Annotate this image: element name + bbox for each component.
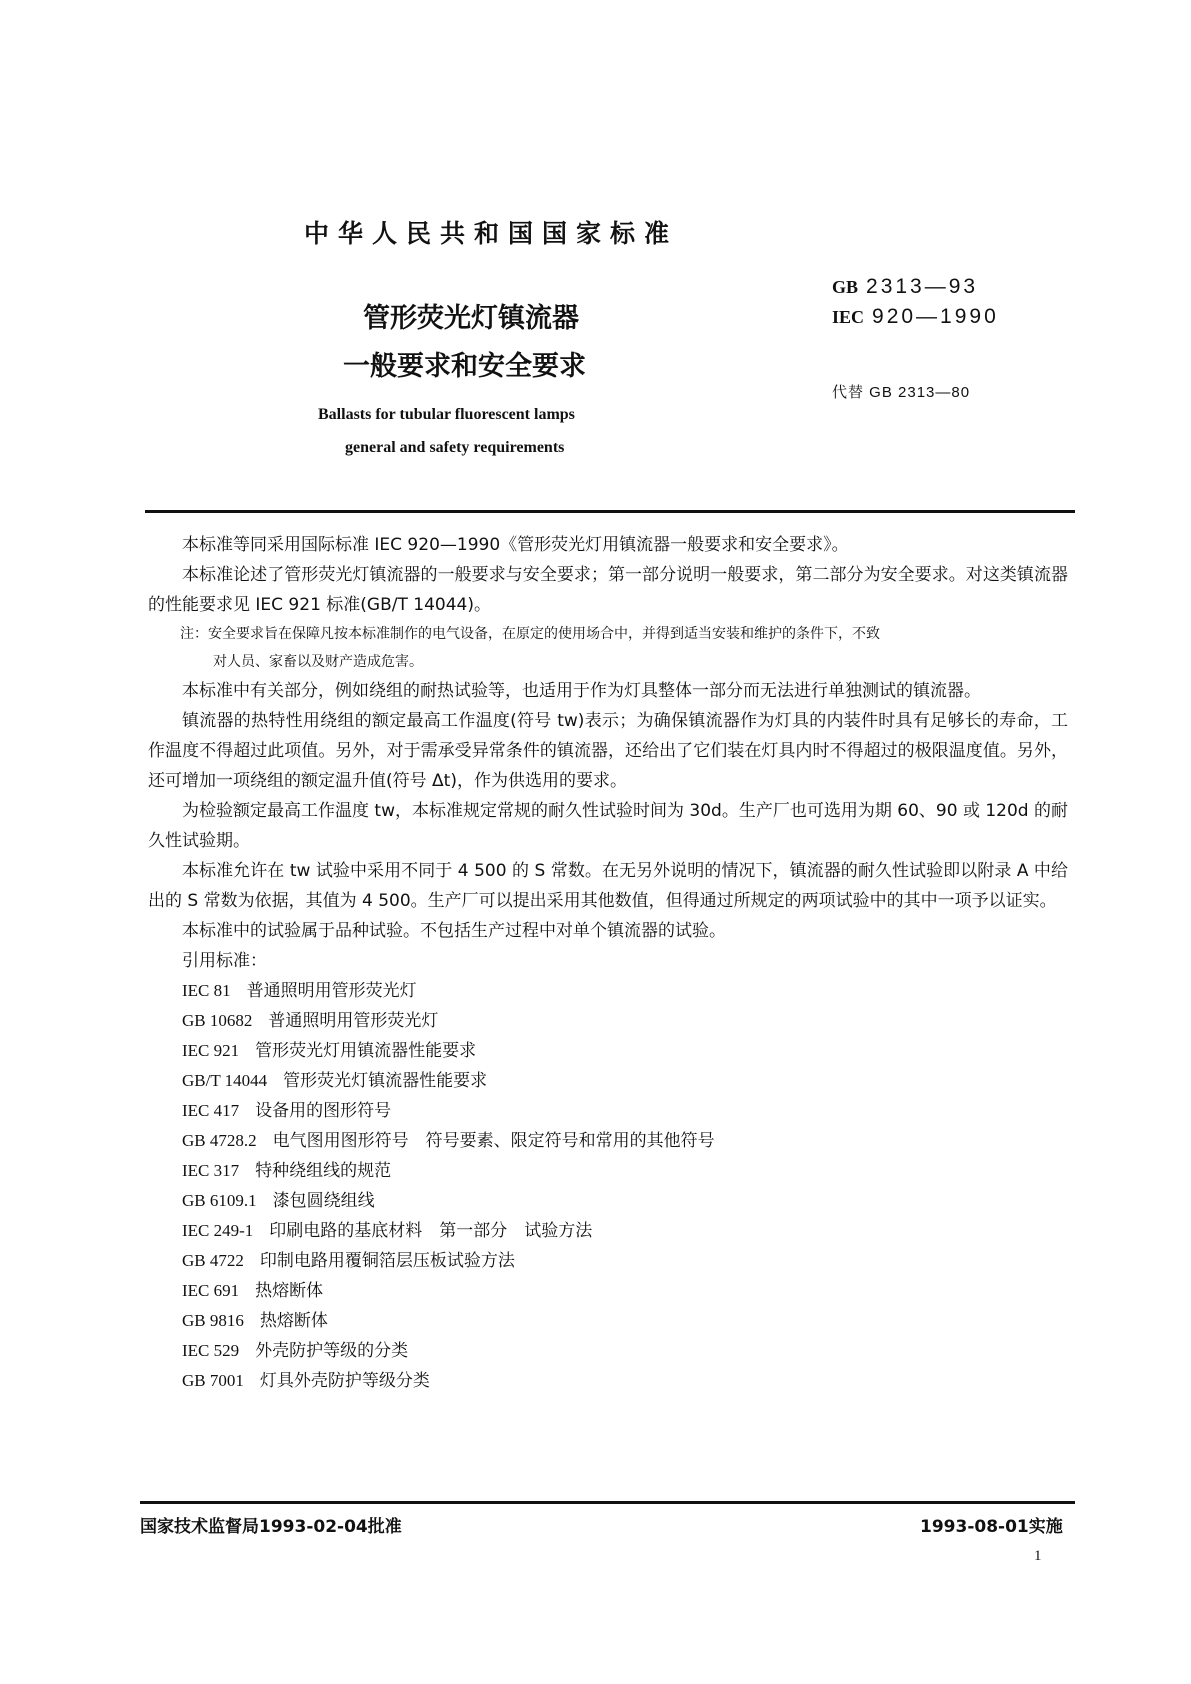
reference-item (148, 1246, 1068, 1276)
references-list (148, 976, 1068, 1396)
reference-title: 管形荧光灯镇流器性能要求 (283, 1071, 488, 1091)
reference-item (148, 1096, 1068, 1126)
title-en-line2: general and safety requirements (345, 439, 565, 456)
paragraph: 镇流器的热特性用绕组的额定最高工作温度(符号 tw)表示；为确保镇流器作为灯具的内装件时具有足够长的寿命，工作温度不得超过此项值。另外，对于需承受异常条件的镇流器，还给出了它们装在灯具内时不得超过的极限温度值。另外，还可增加一项绕组的额定温升值(符号 Δt)，作为供选用的要求。 (148, 711, 1068, 791)
reference-title: 灯具外壳防护等级分类 (259, 1371, 430, 1391)
reference-item (148, 1006, 1068, 1036)
reference-title: 印制电路用覆铜箔层压板试验方法 (259, 1251, 515, 1271)
reference-code: GB 9816 (182, 1311, 244, 1330)
reference-item (148, 1366, 1068, 1396)
reference-item (148, 1336, 1068, 1366)
standard-code-iec-number: 920—1990 (872, 305, 999, 328)
standard-code-gb-number: 2313—93 (866, 275, 979, 298)
reference-code: IEC 691 (182, 1281, 240, 1300)
reference-code: GB 7001 (182, 1371, 244, 1390)
reference-item (148, 1126, 1068, 1156)
paragraph: 本标准中的试验属于品种试验。不包括生产过程中对单个镇流器的试验。 (182, 921, 726, 941)
standard-code-iec-prefix: IEC (832, 307, 865, 327)
reference-title: 热熔断体 (255, 1281, 324, 1301)
note (148, 620, 1068, 676)
paragraph: 本标准中有关部分，例如绕组的耐热试验等，也适用于作为灯具整体一部分而无法进行单独测试的镇流器。 (182, 681, 981, 701)
title-cn-line1: 管形荧光灯镇流器 (363, 303, 579, 334)
reference-item (148, 1276, 1068, 1306)
note-line: 对人员、家畜以及财产造成危害。 (213, 654, 423, 670)
implementation-date: 1993-08-01实施 (920, 1517, 1063, 1537)
paragraph: 本标准等同采用国际标准 IEC 920—1990《管形荧光灯用镇流器一般要求和安全要求》。 (182, 535, 849, 555)
reference-title: 管形荧光灯用镇流器性能要求 (255, 1041, 477, 1061)
reference-title: 印刷电路的基底材料 第一部分 试验方法 (269, 1221, 593, 1241)
national-standard-heading: 中华人民共和国国家标准 (304, 219, 679, 248)
paragraph: 本标准论述了管形荧光灯镇流器的一般要求与安全要求；第一部分说明一般要求，第二部分为安全要求。对这类镇流器的性能要求见 IEC 921 标准(GB/T 14044)。 (148, 565, 1068, 615)
standard-code-gb (832, 275, 978, 299)
reference-title: 普通照明用管形荧光灯 (246, 981, 417, 1001)
reference-code: GB 4728.2 (182, 1131, 257, 1150)
reference-item (148, 1156, 1068, 1186)
paragraph: 本标准允许在 tw 试验中采用不同于 4 500 的 S 常数。在无另外说明的情况下，镇流器的耐久性试验即以附录 A 中给出的 S 常数为依据，其值为 4 500。生产厂可以提出采用其他数值，但得通过所规定的两项试验中的其中一项予以证实。 (148, 861, 1068, 911)
reference-item (148, 1066, 1068, 1096)
reference-title: 漆包圆绕组线 (272, 1191, 375, 1211)
reference-code: GB/T 14044 (182, 1071, 268, 1090)
reference-title: 热熔断体 (259, 1311, 328, 1331)
reference-code: IEC 921 (182, 1041, 240, 1060)
approval-line: 国家技术监督局1993-02-04批准 (140, 1517, 402, 1537)
reference-title: 设备用的图形符号 (255, 1101, 392, 1121)
reference-title: 电气图用图形符号 符号要素、限定符号和常用的其他符号 (272, 1131, 715, 1151)
reference-title: 普通照明用管形荧光灯 (268, 1011, 439, 1031)
title-cn-line2: 一般要求和安全要求 (343, 351, 586, 382)
title-en-line1: Ballasts for tubular fluorescent lamps (318, 406, 575, 423)
standard-code-gb-prefix: GB (832, 277, 859, 297)
reference-code: IEC 317 (182, 1161, 240, 1180)
reference-item (148, 1186, 1068, 1216)
header-divider (145, 510, 1075, 513)
reference-item (148, 1216, 1068, 1246)
standard-code-iec (832, 305, 999, 329)
note-line: 注：安全要求旨在保障凡按本标准制作的电气设备，在原定的使用场合中，并得到适当安装和维护的条件下，不致 (180, 626, 880, 642)
reference-code: GB 6109.1 (182, 1191, 257, 1210)
reference-code: IEC 529 (182, 1341, 240, 1360)
references-heading: 引用标准： (182, 951, 267, 971)
reference-code: IEC 249-1 (182, 1221, 254, 1240)
reference-title: 外壳防护等级的分类 (255, 1341, 409, 1361)
footer-divider (140, 1501, 1075, 1504)
replaces-standard: 代替 GB 2313—80 (832, 384, 971, 401)
reference-code: GB 4722 (182, 1251, 244, 1270)
reference-item (148, 1306, 1068, 1336)
reference-code: IEC 81 (182, 981, 231, 1000)
reference-code: GB 10682 (182, 1011, 253, 1030)
reference-code: IEC 417 (182, 1101, 240, 1120)
reference-item (148, 976, 1068, 1006)
page-number: 1 (1034, 1548, 1042, 1564)
reference-title: 特种绕组线的规范 (255, 1161, 392, 1181)
paragraph: 为检验额定最高工作温度 tw，本标准规定常规的耐久性试验时间为 30d。生产厂也可选用为期 60、90 或 120d 的耐久性试验期。 (148, 801, 1068, 851)
document-body (148, 530, 1068, 1396)
reference-item (148, 1036, 1068, 1066)
